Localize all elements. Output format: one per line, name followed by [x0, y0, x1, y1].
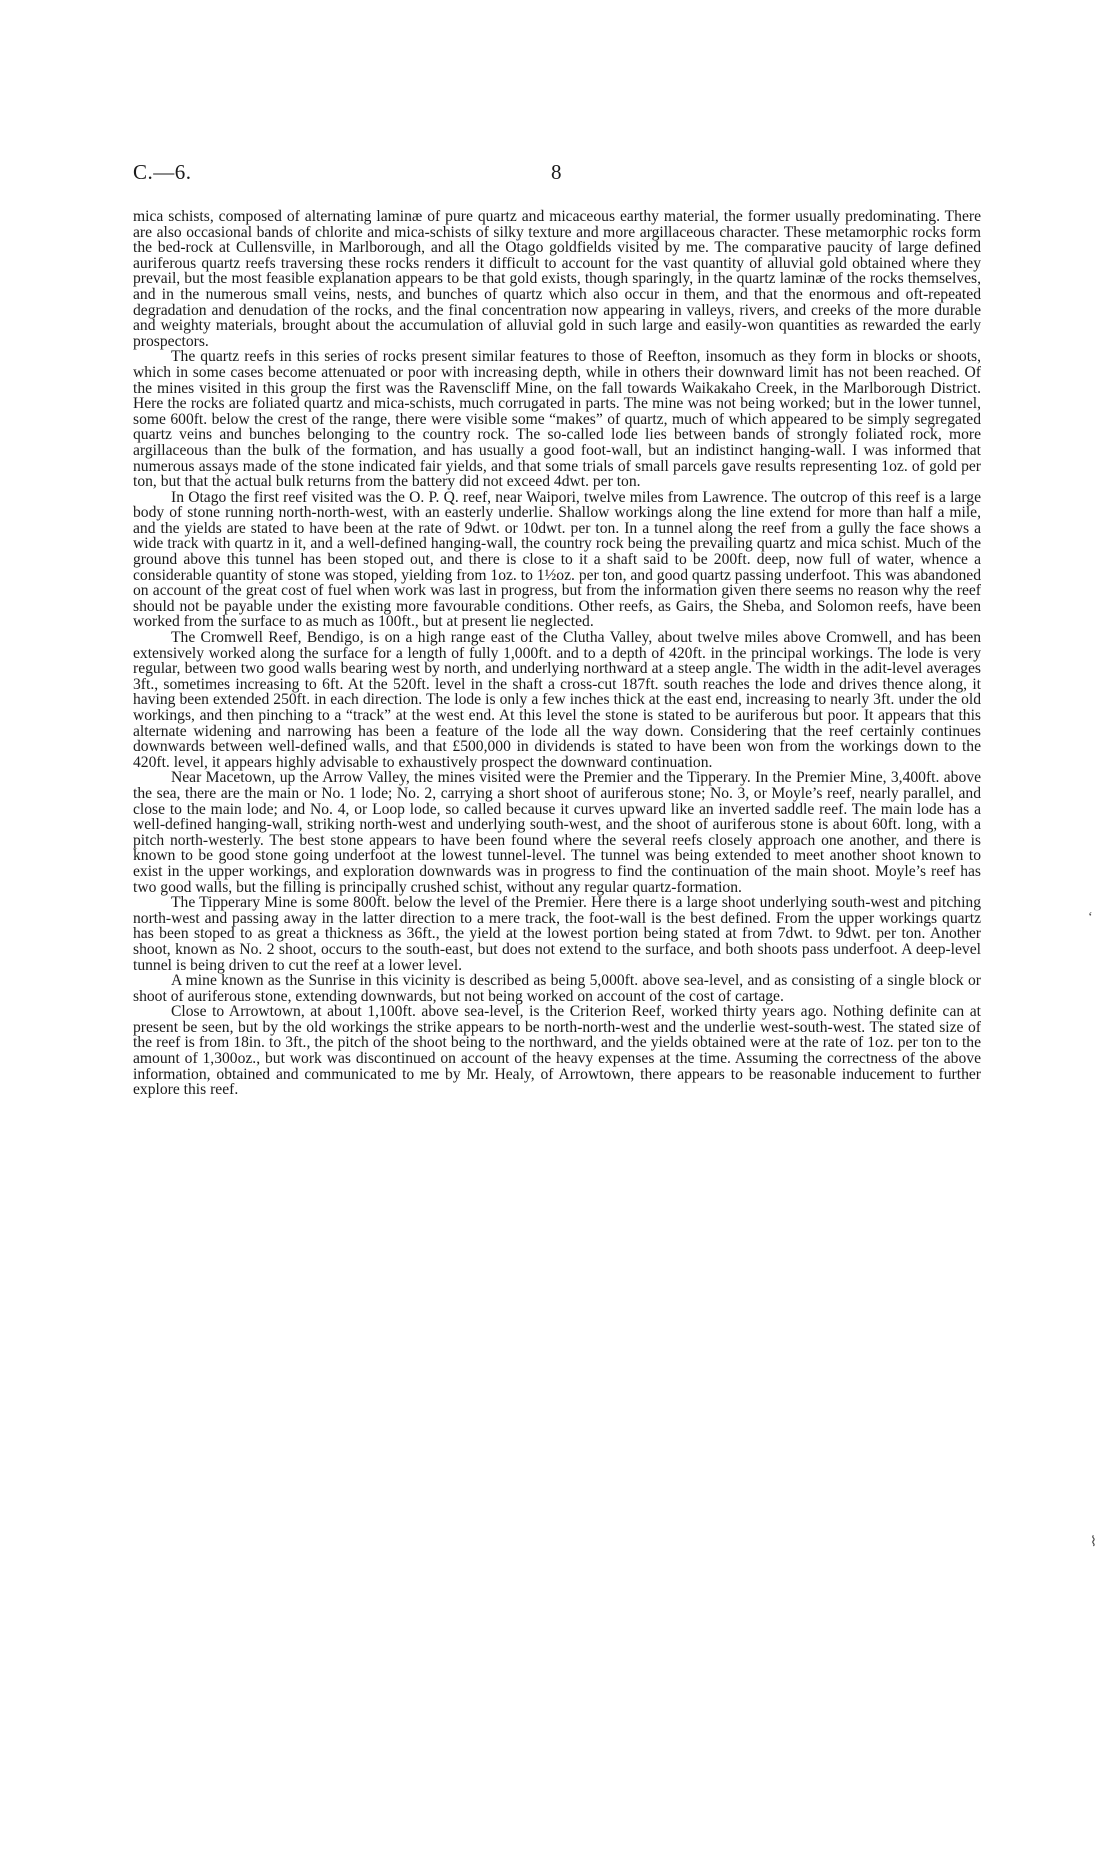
paragraph-cromwell-reef: The Cromwell Reef, Bendigo, is on a high range east of the Clutha Valley, about twelve miles above Cromwell, and has been extensively worked along the surface for a length of fully 1,000ft. and to a depth of 420ft. in the principal workings. The lode is very regular, between two good walls bearing west by north, and underlying northward at a steep angle. The width in the adit-level averages 3ft., sometimes increasing to 6ft. At the 520ft. level in the shaft a cross-cut 187ft. south reaches the lode and drives thence along, it having been extended 250ft. in each direction. The lode is only a few inches thick at the east end, increasing to nearly 3ft. under the old workings, and then pinching to a “track” at the west end. At this level the stone is stated to be auriferous but poor. It appears that this alternate widening and narrowing has been a feature of the lode all the way down. Considering that the reef certainly continues downwards between well-defined walls, and that £500,000 in dividends is stated to have been won from the workings down to the 420ft. level, it appears highly advisable to exhaustively prospect the downward continuation. — [133, 629, 981, 771]
page-number: 8 — [551, 160, 562, 184]
body-text — [133, 209, 981, 1098]
margin-mark: ⌇ — [1090, 1535, 1097, 1550]
paragraph-ravenscliff-mine: The quartz reefs in this series of rocks present similar features to those of Reefton, insomuch as they form in blocks or shoots, which in some cases become attenuated or poor with increasing depth, while in others their downward limit has not been reached. Of the mines visited in this group the first was the Ravenscliff Mine, on the fall towards Waikakaho Creek, in the Marlborough District. Here the rocks are foliated quartz and mica-schists, much corrugated in parts. The mine was not being worked; but in the lower tunnel, some 600ft. below the crest of the range, there were visible some “makes” of quartz, much of which appeared to be simply segregated quartz veins and bunches belonging to the country rock. The so-called lode lies between bands of strongly foliated rock, more argillaceous than the bulk of the formation, and has usually a good foot-wall, but an indistinct hanging-wall. I was informed that numerous assays made of the stone indicated fair yields, and that some trials of small parcels gave results representing 1oz. of gold per ton, but that the actual bulk returns from the battery did not exceed 4dwt. per ton. — [133, 348, 981, 491]
document-reference: C.—6. — [133, 160, 192, 184]
paragraph-premier-mine: Near Macetown, up the Arrow Valley, the mines visited were the Premier and the Tipperary. In the Premier Mine, 3,400ft. above the sea, there are the main or No. 1 lode; No. 2, carrying a short shoot of auriferous stone; No. 3, or Moyle’s reef, nearly parallel, and close to the main lode; and No. 4, or Loop lode, so called because it curves upward like an inverted saddle reef. The main lode has a well-defined hanging-wall, striking north-west and underlying south-west, and the shoot of auriferous stone is about 60ft. long, with a pitch north-westerly. The best stone appears to have been found where the several reefs closely approach one another, and there is known to be good stone going underfoot at the lowest tunnel-level. The tunnel was being extended to meet another shoot known to exist in the upper workings, and exploration downwards was in progress to find the continuation of the main shoot. Moyle’s reef has two good walls, but the filling is principally crushed schist, without any regular quartz-formation. — [133, 769, 981, 896]
margin-mark: ‘ — [1088, 910, 1093, 925]
paragraph-criterion-reef: Close to Arrowtown, at about 1,100ft. above sea-level, is the Criterion Reef, worked thirty years ago. Nothing definite can at present be seen, but by the old workings the strike appears to be north-north-west and the underlie west-south-west. The stated size of the reef is from 18in. to 3ft., the pitch of the shoot being to the northward, and the yields obtained were at the rate of 1oz. per ton to the amount of 1,300oz., but work was discontinued on account of the heavy expenses at the time. Assuming the correctness of the above information, obtained and communicated to me by Mr. Healy, of Arrowtown, there appears to be reasonable inducement to further explore this reef. — [133, 1003, 981, 1099]
paragraph-tipperary-mine: The Tipperary Mine is some 800ft. below the level of the Premier. Here there is a large shoot underlying south-west and pitching north-west and passing away in the latter direction to a mere track, the foot-wall is the best defined. From the upper workings quartz has been stoped to as great a thickness as 36ft., the yield at the lowest portion being stated at from 7dwt. to 9dwt. per ton. Another shoot, known as No. 2 shoot, occurs to the south-east, but does not extend to the surface, and both shoots pass underfoot. A deep-level tunnel is being driven to cut the reef at a lower level. — [133, 894, 981, 974]
paragraph-sunrise-mine: A mine known as the Sunrise in this vicinity is described as being 5,000ft. above sea-level, and as consisting of a single block or shoot of auriferous stone, extending downwards, but not being worked on account of the cost of cartage. — [133, 972, 981, 1005]
page-header — [133, 160, 981, 190]
paragraph-opq-reef: In Otago the first reef visited was the O. P. Q. reef, near Waipori, twelve miles from Lawrence. The outcrop of this reef is a large body of stone running north-north-west, with an easterly underlie. Shallow workings along the line extend for more than half a mile, and the yields are stated to have been at the rate of 9dwt. or 10dwt. per ton. In a tunnel along the reef from a gully the face shows a wide track with quartz in it, and a well-defined hanging-wall, the country rock being the prevailing quartz and mica schist. Much of the ground above this tunnel has been stoped out, and there is close to it a shaft said to be 200ft. deep, now full of water, whence a considerable quantity of stone was stoped, yielding from 1oz. to 1½oz. per ton, and good quartz passing underfoot. This was abandoned on account of the great cost of fuel when work was last in progress, but from the information given there seems no reason why the reef should not be payable under the existing more favourable conditions. Other reefs, as Gairs, the Sheba, and Solomon reefs, have been worked from the surface to as much as 100ft., but at present lie neglected. — [133, 488, 981, 631]
paragraph-continuation: mica schists, composed of alternating laminæ of pure quartz and micaceous earthy material, the former usually predominating. There are also occasional bands of chlorite and mica-schists of silky texture and more argillaceous character. These metamorphic rocks form the bed-rock at Cullensville, in Marlborough, and all the Otago goldfields visited by me. The comparative paucity of large defined auriferous quartz reefs traversing these rocks renders it difficult to account for the vast quantity of alluvial gold obtained where they prevail, but the most feasible explanation appears to be that gold exists, though sparingly, in the quartz laminæ of the rocks themselves, and in the numerous small veins, nests, and bunches of quartz which also occur in them, and that the enormous and oft-repeated degradation and denudation of the rocks, and the final concentration now appearing in valleys, rivers, and creeks of the more durable and weighty materials, brought about the accumulation of alluvial gold in such large and easily-won quantities as rewarded the early prospectors. — [133, 208, 981, 350]
